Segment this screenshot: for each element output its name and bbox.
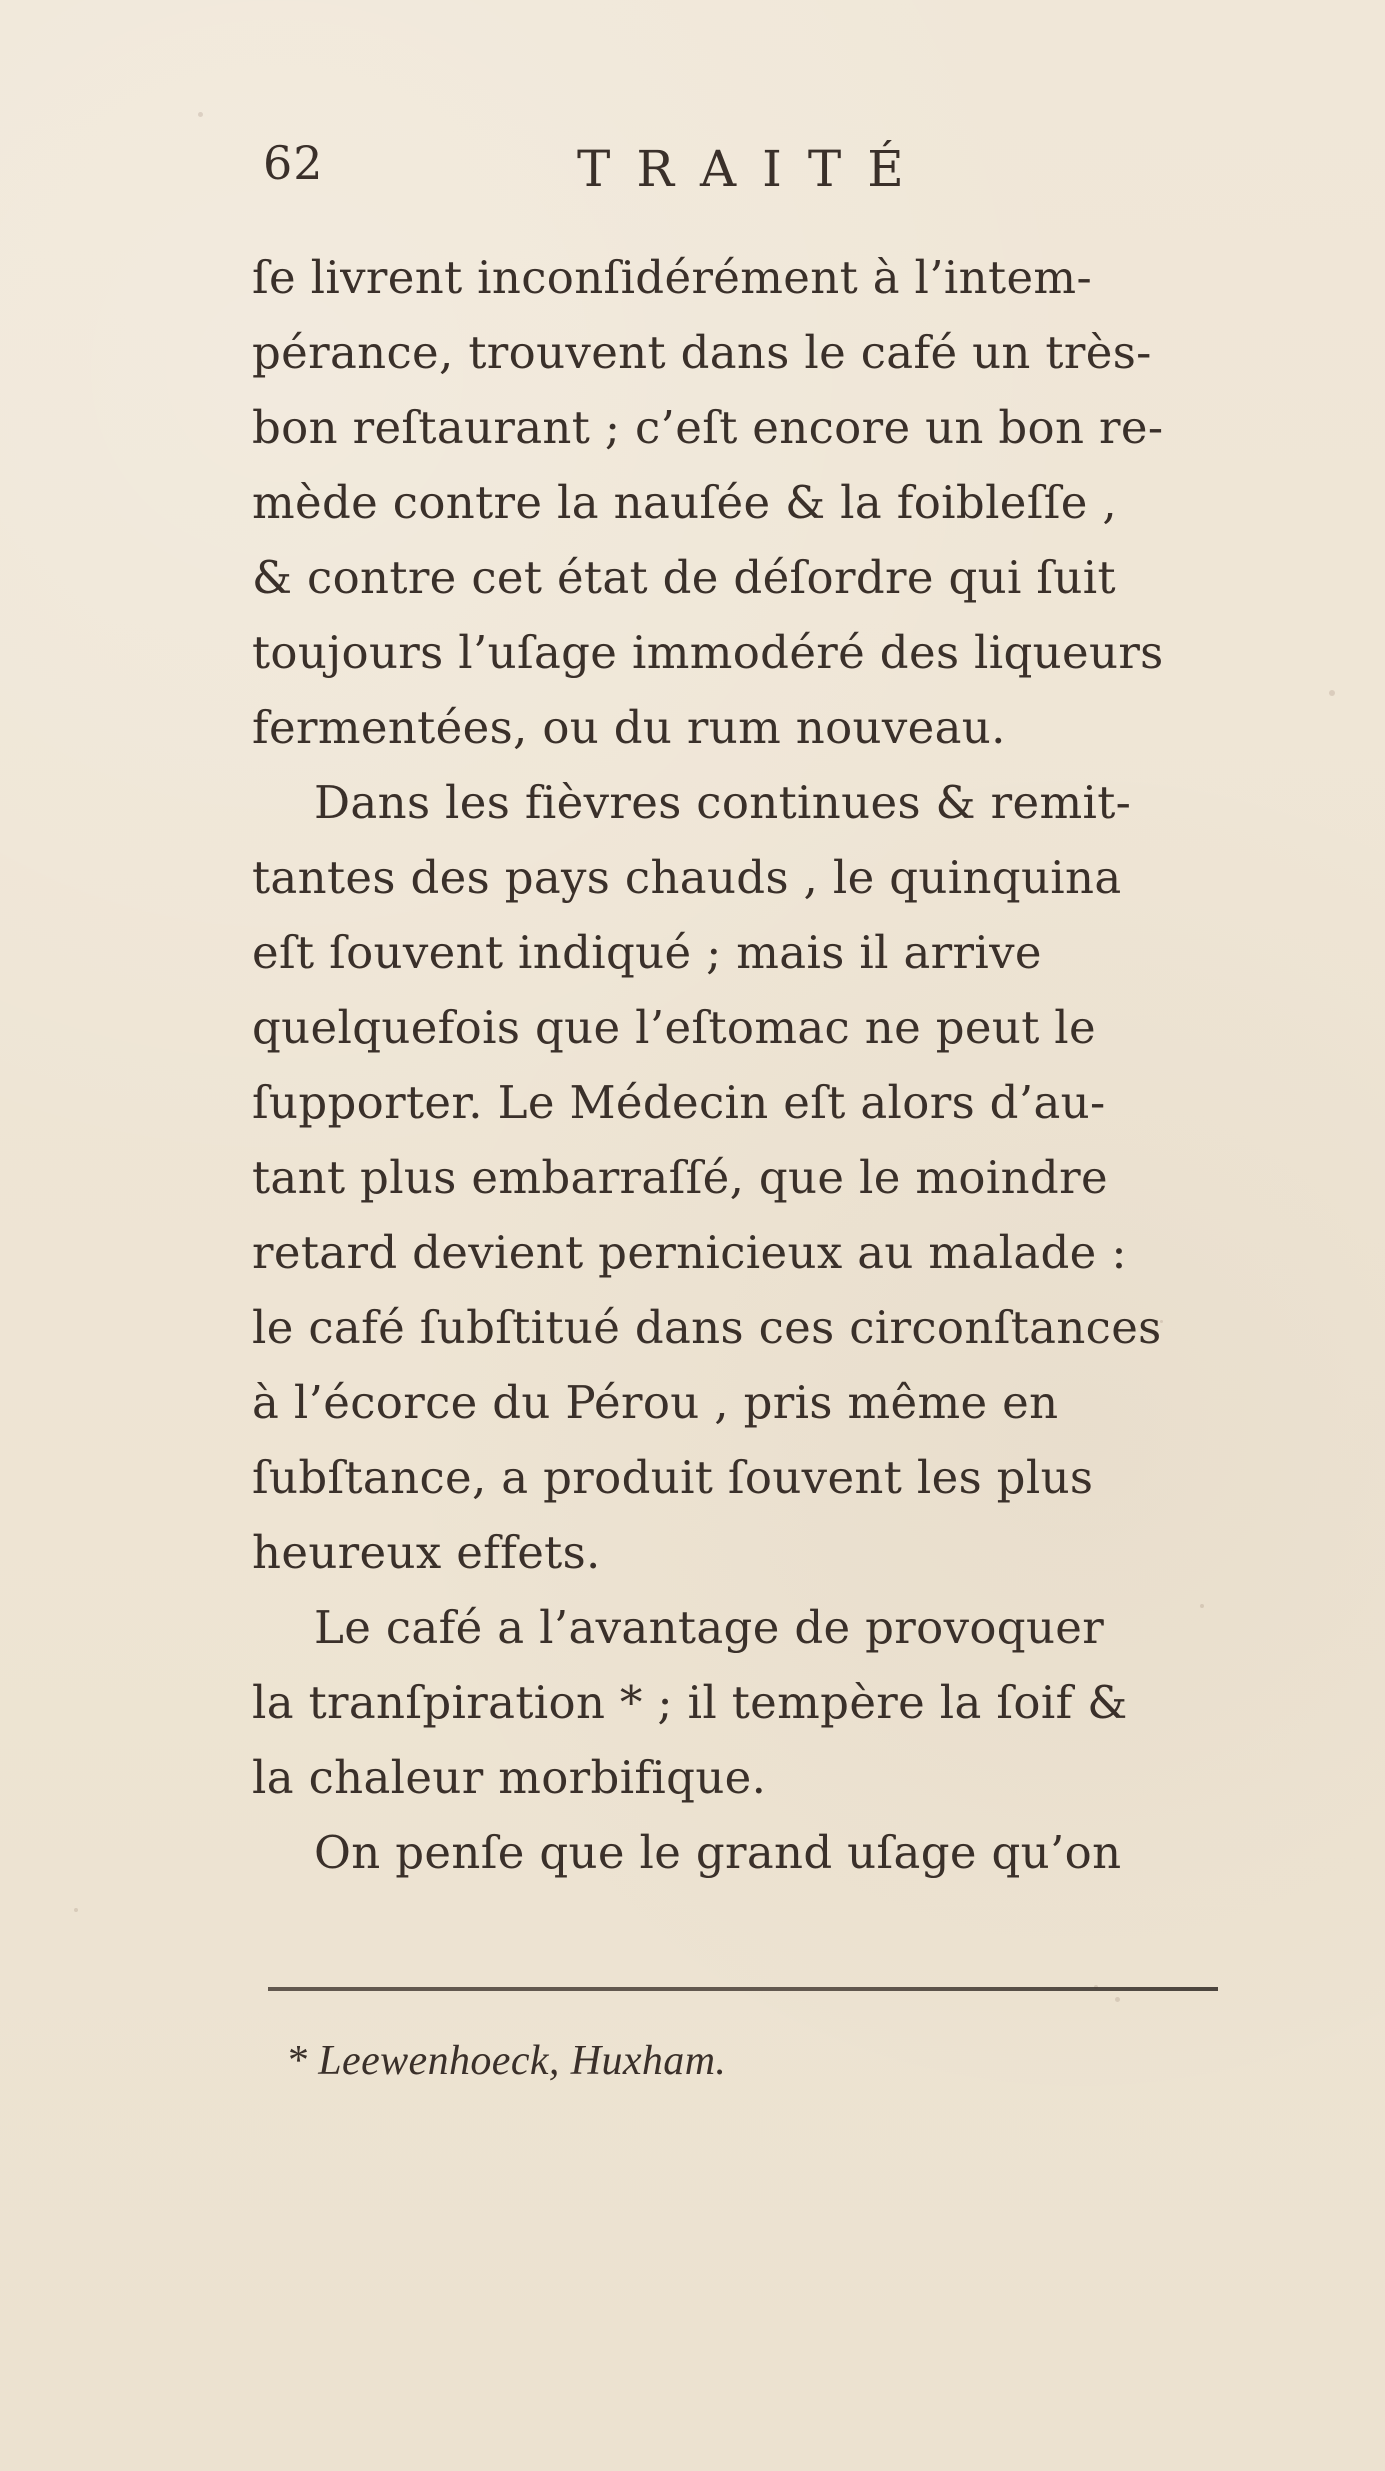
text-line: toujours l’uſage immodéré des liqueurs — [252, 626, 1164, 679]
footnote-rule — [268, 1987, 1218, 1991]
text-line: mède contre la nauſée & la foibleſſe , — [252, 476, 1118, 529]
text-line: tantes des pays chauds , le quinquina — [252, 851, 1122, 904]
text-line: On penſe que le grand uſage qu’on — [314, 1826, 1122, 1879]
text-line: heureux effets. — [252, 1526, 601, 1579]
running-title: TRAITÉ — [577, 140, 930, 198]
paper-speck — [198, 112, 203, 117]
page-header — [252, 136, 1262, 210]
text-line: tant plus embarraſſé, que le moindre — [252, 1151, 1108, 1204]
text-line: ſubſtance, a produit ſouvent les plus — [252, 1451, 1094, 1504]
body-text — [252, 240, 1262, 1890]
text-line: Le café a l’avantage de provoquer — [314, 1601, 1105, 1654]
text-line: eſt ſouvent indiqué ; mais il arrive — [252, 926, 1042, 979]
footnote: * Leewenhoeck, Huxham. — [286, 2038, 727, 2084]
paper-speck — [74, 1908, 78, 1912]
text-line: la tranſpiration * ; il tempère la ſoif & — [252, 1676, 1128, 1729]
text-line: pérance, trouvent dans le café un très- — [252, 326, 1152, 379]
paper-speck — [1115, 1997, 1120, 2002]
text-line: quelquefois que l’eſtomac ne peut le — [252, 1001, 1097, 1054]
text-line: fermentées, ou du rum nouveau. — [252, 701, 1006, 754]
text-line: & contre cet état de déſordre qui ſuit — [252, 551, 1116, 604]
text-line: ſupporter. Le Médecin eſt alors d’au- — [252, 1076, 1106, 1129]
page-number: 62 — [263, 136, 324, 190]
text-line: bon reſtaurant ; c’eſt encore un bon re- — [252, 401, 1164, 454]
paper-speck — [1329, 690, 1335, 696]
text-line: le café ſubſtitué dans ces circonſtances — [252, 1301, 1162, 1354]
text-line: retard devient pernicieux au malade : — [252, 1226, 1127, 1279]
text-line: ſe livrent inconſidérément à l’intem- — [252, 251, 1093, 304]
text-line: la chaleur morbifique. — [252, 1751, 767, 1804]
text-line: Dans les fièvres continues & remit- — [314, 776, 1132, 829]
text-line: à l’écorce du Pérou , pris même en — [252, 1376, 1059, 1429]
